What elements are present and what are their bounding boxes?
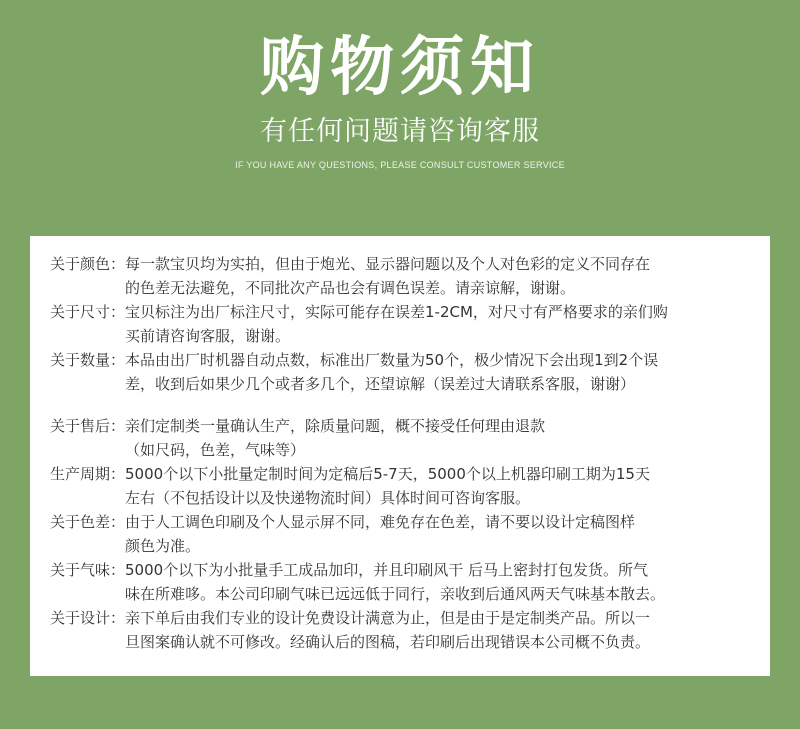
notice-label: 关于尺寸： <box>50 303 126 321</box>
notice-line: 差，收到后如果少几个或者多几个，还望谅解（误差过大请联系客服，谢谢） <box>125 375 636 393</box>
notice-body <box>125 606 770 654</box>
page-subtitle: 有任何问题请咨询客服 <box>260 116 540 147</box>
notice-label: 关于色差： <box>50 513 126 531</box>
notice-item-quantity <box>30 348 770 396</box>
notice-line: 亲们定制类一量确认生产，除质量问题，概不接受任何理由退款 <box>125 417 546 435</box>
notice-line: 颜色为准。 <box>125 537 201 555</box>
notice-line: （如尺码，色差，气味等） <box>125 441 306 459</box>
notice-line: 买前请咨询客服，谢谢。 <box>125 327 291 345</box>
notice-item-size <box>30 300 770 348</box>
notice-panel <box>30 236 770 676</box>
notice-body <box>125 462 770 510</box>
notice-item-color-difference <box>30 510 770 558</box>
notice-item-after-sales <box>30 414 770 462</box>
notice-line: 宝贝标注为出厂标注尺寸，实际可能存在误差1-2CM，对尺寸有严格要求的亲们购 <box>125 303 668 321</box>
notice-line: 旦图案确认就不可修改。经确认后的图稿，若印刷后出现错误本公司概不负责。 <box>125 633 651 651</box>
page-subtitle-english: IF YOU HAVE ANY QUESTIONS, PLEASE CONSULT CUSTOMER SERVICE <box>235 160 565 170</box>
notice-label: 关于气味： <box>50 561 126 579</box>
notice-body <box>125 348 770 396</box>
notice-label: 关于颜色： <box>50 255 126 273</box>
notice-line: 由于人工调色印刷及个人显示屏不同，难免存在色差，请不要以设计定稿图样 <box>125 513 636 531</box>
notice-item-production-cycle <box>30 462 770 510</box>
notice-body <box>125 558 770 606</box>
notice-line: 味在所难哆。本公司印刷气味已远远低于同行，亲收到后通风两天气味基本散去。 <box>125 585 666 603</box>
notice-label: 生产周期： <box>50 465 126 483</box>
notice-label: 关于售后： <box>50 417 126 435</box>
notice-line: 亲下单后由我们专业的设计免费设计满意为止，但是由于是定制类产品。所以一 <box>125 609 651 627</box>
notice-body <box>125 300 770 348</box>
notice-body <box>125 414 770 462</box>
notice-body <box>125 510 770 558</box>
notice-item-odor <box>30 558 770 606</box>
notice-line: 本品由出厂时机器自动点数，标准出厂数量为50个，极少情况下会出现1到2个误 <box>125 351 659 369</box>
notice-label: 关于数量： <box>50 351 126 369</box>
notice-line: 左右（不包括设计以及快递物流时间）具体时间可咨询客服。 <box>125 489 531 507</box>
notice-item-color <box>30 252 770 300</box>
notice-line: 5000个以下小批量定制时间为定稿后5-7天，5000个以上机器印刷工期为15天 <box>125 465 650 483</box>
notice-label: 关于设计： <box>50 609 126 627</box>
notice-item-design <box>30 606 770 654</box>
notice-body <box>125 252 770 300</box>
notice-line: 5000个以下为小批量手工成品加印，并且印刷风干 后马上密封打包发货。所气 <box>125 561 648 579</box>
page-title: 购物须知 <box>260 31 540 105</box>
notice-line: 每一款宝贝均为实拍，但由于炮光、显示器问题以及个人对色彩的定义不同存在 <box>125 255 651 273</box>
notice-line: 的色差无法避免，不同批次产品也会有调色误差。请亲谅解，谢谢。 <box>125 279 576 297</box>
